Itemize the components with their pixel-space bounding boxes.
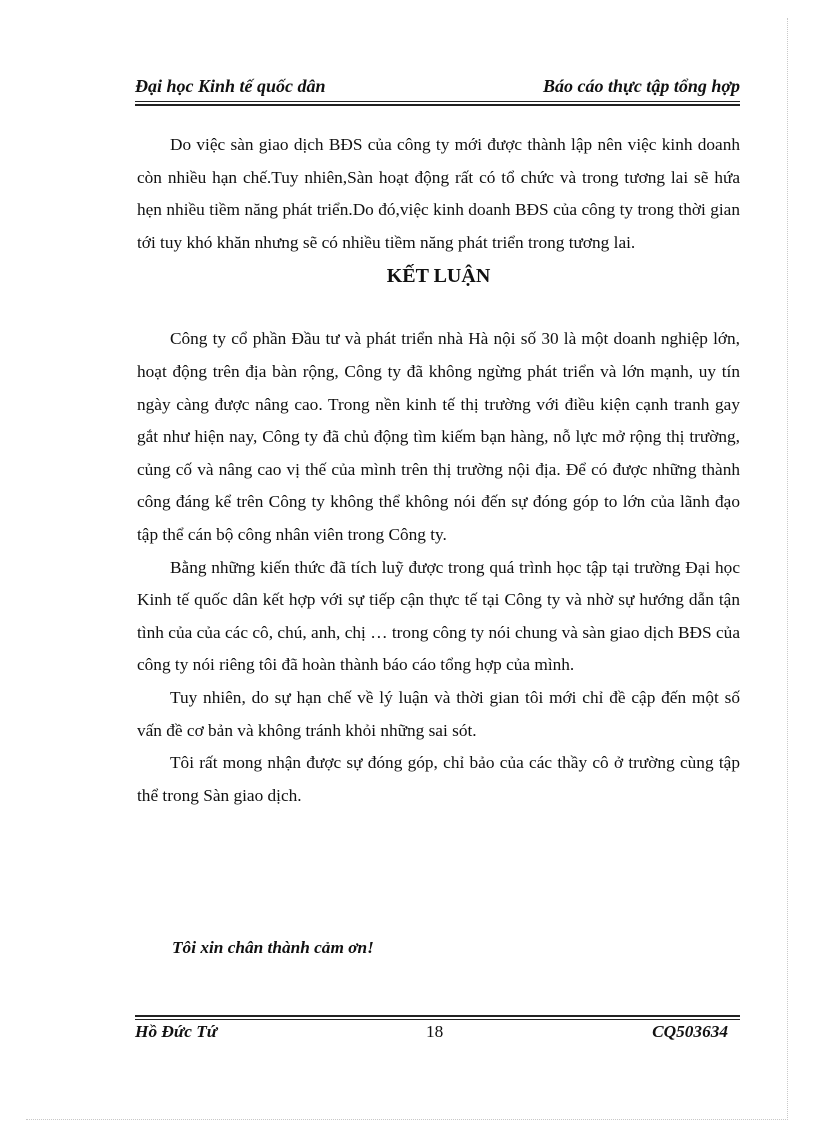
header-rule <box>135 101 740 106</box>
conclusion-paragraph-4: Tôi rất mong nhận được sự đóng góp, chỉ bảo của các thầy cô ở trường cùng tập thể trong Sàn giao dịch. <box>137 753 740 805</box>
footer-author: Hồ Đức Tứ <box>135 1022 218 1041</box>
section-title: KẾT LUẬN <box>386 265 491 288</box>
intro-paragraph: Do việc sàn giao dịch BĐS của công ty mới được thành lập nên việc kinh doanh còn nhiều hạn chế.Tuy nhiên,Sàn hoạt động rất có tổ chức và trong tương lai sẽ hứa hẹn nhiều tiềm năng phát triển.Do đó,việc kinh doanh BĐS của công ty trong thời gian tới tuy khó khăn nhưng sẽ có nhiều tiềm năng phát triển trong tương lai. <box>137 135 740 252</box>
thanks-line: Tôi xin chân thành cảm ơn! <box>172 938 374 957</box>
footer-rule <box>135 1015 740 1020</box>
document-body <box>137 129 740 812</box>
conclusion-paragraph-1: Công ty cổ phần Đầu tư và phát triển nhà Hà nội số 30 là một doanh nghiệp lớn, hoạt động trên địa bàn rộng, Công ty đã không ngừng phát triển và lớn mạnh, uy tín ngày càng được nâng cao. Trong nền kinh tế thị trường với điều kiện cạnh tranh gay gắt như hiện nay, Công ty đã chủ động tìm kiếm bạn hàng, nỗ lực mở rộng thị trường, củng cố và nâng cao vị thế của mình trên thị trường nội địa. Để có được những thành công đáng kể trên Công ty không thể không nói đến sự đóng góp to lớn của lãnh đạo tập thể cán bộ công nhân viên trong Công ty. <box>137 329 740 544</box>
header-right: Báo cáo thực tập tổng hợp <box>543 76 740 96</box>
footer-student-code: CQ503634 <box>652 1022 728 1041</box>
footer-page-number: 18 <box>426 1022 444 1041</box>
conclusion-paragraph-3: Tuy nhiên, do sự hạn chế về lý luận và thời gian tôi mới chỉ đề cập đến một số vấn đề cơ bản và không tránh khỏi những sai sót. <box>137 687 740 740</box>
page-footer <box>135 1022 728 1044</box>
page-header <box>135 76 740 98</box>
header-left: Đại học Kinh tế quốc dân <box>135 76 326 96</box>
conclusion-paragraph-2: Bằng những kiến thức đã tích luỹ được trong quá trình học tập tại trường Đại học Kinh tế quốc dân kết hợp với sự tiếp cận thực tế tại Công ty và nhờ sự hướng dẫn tận tình của của các cô, chú, anh, chị … trong công ty nói chung và sàn giao dịch BĐS của công ty nói riêng tôi đã hoàn thành báo cáo tổng hợp của mình. <box>137 557 740 675</box>
